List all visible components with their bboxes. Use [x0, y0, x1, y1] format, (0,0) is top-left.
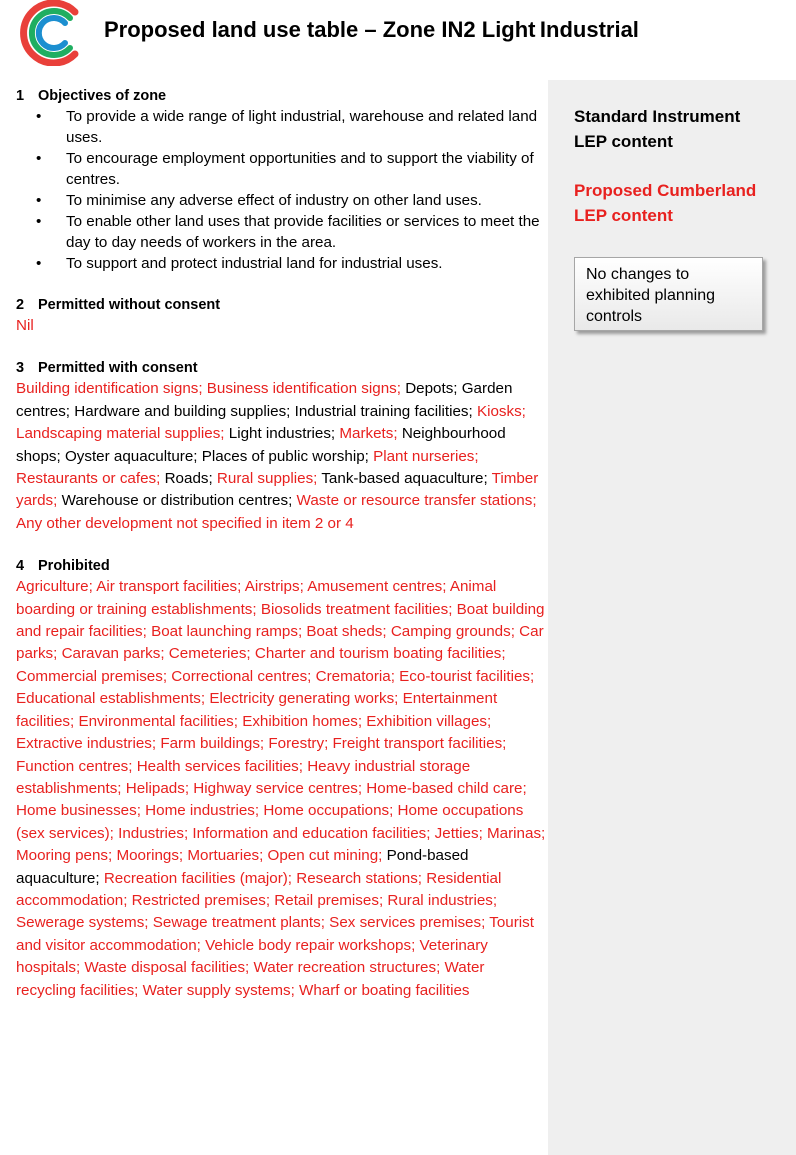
- section-number: 3: [16, 360, 25, 377]
- note-box: No changes to exhibited planning controls: [574, 257, 763, 331]
- prohibited-text: [16, 576, 546, 1002]
- section-title: Prohibited: [38, 558, 110, 575]
- standard-land-use-text: Roads;: [160, 470, 217, 488]
- standard-land-use-text: Pond-based aquaculture;: [16, 847, 469, 887]
- bullet-icon: •: [36, 192, 42, 209]
- land-use-table: [16, 86, 546, 1002]
- proposed-land-use-text: Markets;: [339, 425, 398, 443]
- section-number: 4: [16, 558, 25, 575]
- objective-item: [16, 211, 546, 253]
- proposed-land-use-text: Agriculture; Air transport facilities; Airstrips; Amusement centres; Animal boarding or training establishments; Biosolids treatment facilities; Boat building and repair facilities; Boat launching ramps; Boat sheds; Camping grounds; Car parks; Caravan parks; Cemeteries; Charter and tourism boating facilities; Commercial premises; Correctional centres; Crematoria; Eco-tourist facilities; Educational establishments; Electricity generating works; Entertainment facilities; Environmental facilities; Exhibition homes; Exhibition villages; Extractive industries; Farm buildings; Forestry; Freight transport facilities; Function centres; Health services facilities; Heavy industrial storage establishments; Helipads; Highway service centres; Home-based child care; Home businesses; Home industries; Home occupations; Home occupations (sex services); Industries; Information and education facilities; Jetties; Marinas; Mooring pens; Moorings; Mortuaries; Open cut mining;: [16, 578, 546, 865]
- legend-sidebar: [548, 80, 796, 1155]
- objective-text: To support and protect industrial land for industrial uses.: [66, 255, 443, 272]
- standard-land-use-text: Neighbourhood shops; Oyster aquaculture; Places of public worship;: [16, 425, 506, 465]
- proposed-land-use-text: Kiosks; Landscaping material supplies;: [16, 402, 526, 443]
- standard-land-use-text: Light industries;: [224, 425, 340, 443]
- without-consent-text: Nil: [16, 317, 34, 334]
- page-title: Proposed land use table – Zone IN2 Light Industrial: [104, 17, 639, 42]
- section-title: Permitted with consent: [38, 360, 198, 377]
- proposed-land-use-text: Waste or resource transfer stations; Any other development not specified in item 2 or 4: [16, 492, 537, 532]
- standard-land-use-text: Depots; Garden centres; Hardware and building supplies; Industrial training facilities;: [16, 380, 513, 420]
- section-heading-prohibited: [16, 556, 546, 576]
- with-consent-text: [16, 378, 546, 535]
- objective-text: To encourage employment opportunities and to support the viability of centres.: [66, 150, 534, 188]
- section-number: 1: [16, 88, 25, 104]
- objectives-list: [16, 106, 546, 274]
- proposed-land-use-text: Recreation facilities (major); Research stations; Residential accommodation; Restricted premises; Retail premises; Rural industries; Sewerage systems; Sewage treatment plants; Sex services premises; Tourist and visitor accommodation; Vehicle body repair workshops; Veterinary hospitals; Waste disposal facilities; Water recreation structures; Water recycling facilities; Water supply systems; Wharf or boating facilities: [16, 869, 534, 999]
- section-title: Permitted without consent: [38, 297, 221, 313]
- objective-item: [16, 148, 546, 190]
- cumberland-c-logo-icon: [18, 0, 88, 66]
- section-title: Objectives of zone: [38, 88, 167, 104]
- objective-item: [16, 190, 546, 211]
- proposed-land-use-text: Building identification signs; Business identification signs;: [16, 380, 401, 398]
- standard-land-use-text: Warehouse or distribution centres;: [57, 492, 297, 510]
- bullet-icon: •: [36, 150, 42, 167]
- objective-item: [16, 106, 546, 148]
- proposed-land-use-text: Rural supplies;: [216, 470, 318, 488]
- objective-text: To enable other land uses that provide facilities or services to meet the day to day needs of workers in the area.: [66, 213, 540, 251]
- legend-standard-label: Standard Instrument LEP content: [574, 107, 741, 151]
- proposed-land-use-text: Timber yards;: [16, 470, 539, 510]
- section-heading-without-consent: [16, 295, 546, 315]
- standard-land-use-text: Tank-based aquaculture;: [317, 470, 492, 488]
- legend-proposed-label: Proposed Cumberland LEP content: [574, 181, 757, 225]
- objective-text: To provide a wide range of light industrial, warehouse and related land uses.: [66, 108, 538, 146]
- bullet-icon: •: [36, 255, 42, 272]
- section-heading-with-consent: [16, 358, 546, 378]
- objective-text: To minimise any adverse effect of industry on other land uses.: [66, 192, 482, 209]
- section-heading-objectives: [16, 86, 546, 106]
- section-number: 2: [16, 297, 25, 313]
- proposed-land-use-text: Plant nurseries; Restaurants or cafes;: [16, 447, 479, 488]
- bullet-icon: •: [36, 108, 42, 125]
- bullet-icon: •: [36, 213, 42, 230]
- objective-item: [16, 253, 546, 274]
